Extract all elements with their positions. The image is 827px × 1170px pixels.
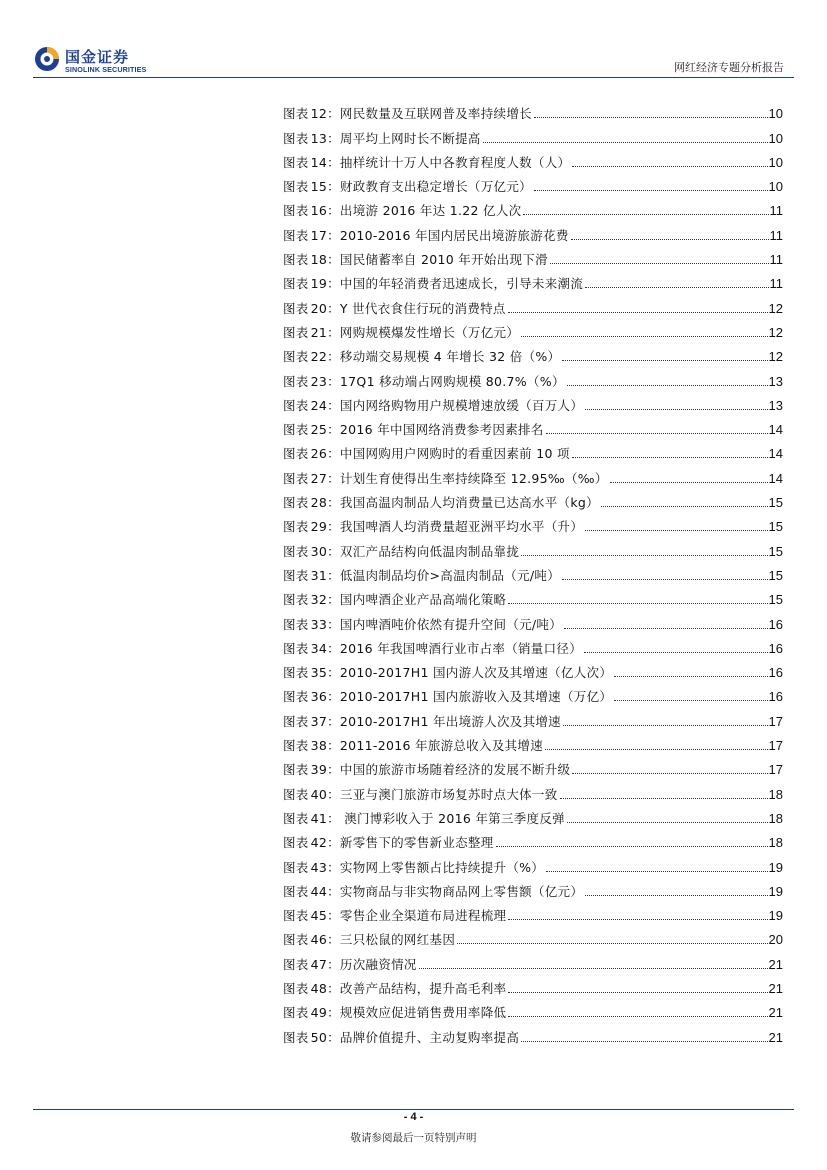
toc-dot-leader [545,749,768,750]
toc-dot-leader [550,263,769,264]
toc-entry[interactable] [283,98,783,122]
toc-entry-title: 移动端交易规模 4 年增长 32 倍（%） [339,349,561,365]
toc-entry[interactable] [283,827,783,851]
toc-entry-label [283,228,571,244]
toc-dot-leader [563,725,768,726]
toc-entry[interactable] [283,147,783,171]
toc-entry-label [283,787,560,803]
toc-entry-prefix: 图表 [283,543,309,559]
toc-entry-prefix: 图表 [283,567,309,583]
toc-dot-leader [601,506,768,507]
toc-entry-page: 13 [768,397,783,413]
toc-entry-label [283,471,610,487]
toc-entry-prefix: 图表 [283,470,309,486]
toc-entry-title: 2016 年我国啤酒行业市占率（销量口径） [339,640,583,656]
toc-dot-leader [585,287,768,288]
toc-entry-label [283,179,534,195]
toc-entry-label [283,641,584,657]
toc-entry-label [283,738,545,754]
toc-dot-leader [585,409,767,410]
toc-entry[interactable] [283,511,783,535]
toc-entry-number: 20： [310,300,340,316]
disclaimer-text: 敬请参阅最后一页特别声明 [350,1132,477,1144]
toc-entry-title: 实物商品与非实物商品网上零售额（亿元） [339,883,584,899]
toc-entry-label [283,203,523,219]
toc-entry-page: 15 [768,543,783,559]
toc-entry-label [283,349,562,365]
toc-dot-leader [508,992,767,993]
toc-dot-leader [534,190,768,191]
toc-dot-leader [614,700,767,701]
toc-entry-title: 低温肉制品均价>高温肉制品（元/吨） [339,567,561,583]
toc-entry-number: 27： [310,470,340,486]
toc-entry[interactable] [283,681,783,705]
toc-entry-prefix: 图表 [283,1005,309,1021]
toc-dot-leader [564,628,767,629]
toc-entry-number: 28： [310,495,340,511]
toc-entry-title: 中国网购用户网购时的看重因素前 10 项 [339,446,570,462]
toc-dot-leader [457,943,767,944]
toc-dot-leader [614,676,767,677]
toc-entry[interactable] [283,390,783,414]
toc-entry-prefix: 图表 [283,252,309,268]
toc-entry[interactable] [283,754,783,778]
toc-dot-leader [508,1016,767,1017]
toc-entry[interactable] [283,851,783,875]
toc-dot-leader [572,773,767,774]
toc-entry-number: 46： [310,932,340,948]
toc-entry-page: 21 [768,1029,783,1045]
toc-dot-leader [496,846,768,847]
toc-entry-label [283,714,563,730]
toc-entry-number: 32： [310,592,340,608]
toc-entry-page: 16 [768,640,783,656]
toc-dot-leader [521,555,767,556]
toc-entry-page: 18 [768,810,783,826]
toc-entry-label [283,252,550,268]
toc-entry[interactable] [283,705,783,729]
toc-entry-page: 13 [768,373,783,389]
toc-entry[interactable] [283,948,783,972]
toc-entry-number: 39： [310,762,340,778]
toc-entry-page: 12 [768,349,783,365]
toc-entry-prefix: 图表 [283,689,309,705]
toc-entry-page: 11 [769,276,783,292]
toc-entry-number: 18： [310,252,340,268]
toc-entry-title: 品牌价值提升、主动复购率提高 [339,1029,520,1045]
toc-entry-number: 17： [310,227,340,243]
toc-entry[interactable] [283,365,783,389]
toc-entry-page: 15 [768,567,783,583]
toc-entry-number: 22： [310,349,340,365]
toc-entry-number: 44： [310,883,340,899]
toc-entry-page: 11 [769,203,783,219]
toc-entry-number: 42： [310,835,340,851]
toc-entry-page: 21 [768,1005,783,1021]
toc-entry-page: 16 [768,616,783,632]
toc-entry-page: 18 [768,786,783,802]
toc-entry-title: 网购规模爆发性增长（万亿元） [339,324,520,340]
toc-entry-prefix: 图表 [283,980,309,996]
toc-dot-leader [562,579,768,580]
toc-entry-label [283,519,585,535]
toc-entry-prefix: 图表 [283,786,309,802]
toc-entry-prefix: 图表 [283,179,309,195]
toc-entry-prefix: 图表 [283,300,309,316]
toc-entry-title: 三亚与澳门旅游市场复苏时点大体一致 [339,786,558,802]
toc-entry-number: 36： [310,689,340,705]
toc-entry-page: 10 [768,106,783,122]
toc-dot-leader [483,142,768,143]
toc-entry-prefix: 图表 [283,397,309,413]
toc-entry-page: 17 [768,762,783,778]
toc-entry-page: 18 [768,835,783,851]
toc-entry-label [283,1030,521,1046]
toc-entry-prefix: 图表 [283,640,309,656]
toc-entry-title: 我国高温肉制品人均消费量已达高水平（kg） [339,495,599,511]
toc-entry-prefix: 图表 [283,495,309,511]
toc-entry-title: 17Q1 移动端占网购规模 80.7%（%） [339,373,565,389]
toc-dot-leader [546,871,767,872]
toc-entry-title: 财政教育支出稳定增长（万亿元） [339,179,532,195]
toc-entry-number: 21： [310,324,340,340]
toc-entry-label [283,665,614,681]
toc-entry-title: 国内啤酒企业产品高端化策略 [339,592,507,608]
toc-entry[interactable] [283,414,783,438]
toc-entry[interactable] [283,1021,783,1045]
toc-entry[interactable] [283,317,783,341]
toc-entry-page: 19 [768,883,783,899]
toc-entry-label [283,374,567,390]
toc-entry-prefix: 图表 [283,932,309,948]
toc-entry-prefix: 图表 [283,665,309,681]
toc-entry-number: 15： [310,179,340,195]
toc-entry[interactable] [283,608,783,632]
toc-entry-prefix: 图表 [283,713,309,729]
toc-entry-prefix: 图表 [283,227,309,243]
toc-entry-label [283,884,585,900]
toc-entry-number: 47： [310,956,340,972]
toc-entry-page: 14 [768,422,783,438]
toc-entry-page: 19 [768,859,783,875]
toc-entry-number: 33： [310,616,340,632]
toc-entry[interactable] [283,122,783,146]
toc-entry-page: 10 [768,154,783,170]
toc-entry[interactable] [283,803,783,827]
toc-entry[interactable] [283,560,783,584]
toc-entry-number: 35： [310,665,340,681]
toc-entry-title: 零售企业全渠道布局进程梳理 [339,908,507,924]
toc-entry-title: 双汇产品结构向低温肉制品靠拢 [339,543,520,559]
toc-entry-title: Y 世代衣食住行玩的消费特点 [339,300,506,316]
toc-entry-label [283,860,546,876]
toc-entry-title: 历次融资情况 [339,956,417,972]
toc-dot-leader [572,457,768,458]
toc-dot-leader [571,239,769,240]
toc-entry-title: 实物网上零售额占比持续提升（%） [339,859,545,875]
toc-dot-leader [585,895,767,896]
toc-entry-number: 30： [310,543,340,559]
toc-entry[interactable] [283,973,783,997]
toc-entry[interactable] [283,657,783,681]
header-divider [33,77,794,78]
toc-entry-page: 11 [769,227,783,243]
toc-entry-number: 40： [310,786,340,802]
toc-entry[interactable] [283,292,783,316]
toc-dot-leader [572,166,767,167]
toc-dot-leader [521,336,767,337]
figure-list [283,98,783,1046]
toc-entry[interactable] [283,997,783,1021]
toc-dot-leader [610,482,768,483]
toc-entry-number: 43： [310,859,340,875]
toc-entry[interactable] [283,633,783,657]
toc-entry-prefix: 图表 [283,738,309,754]
toc-entry-page: 14 [768,470,783,486]
toc-dot-leader [534,117,768,118]
toc-entry-title: 三只松鼠的网红基因 [339,932,456,948]
toc-entry-label [283,301,508,317]
toc-entry-number: 13： [310,130,340,146]
toc-entry-title: 2010-2017H1 国内游人次及其增速（亿人次） [339,665,613,681]
toc-entry-prefix: 图表 [283,106,309,122]
toc-entry-title: 抽样统计十万人中各教育程度人数（人） [339,154,571,170]
report-title: 网红经济专题分析报告 [674,61,784,74]
toc-dot-leader [508,603,767,604]
toc-entry-page: 21 [768,956,783,972]
toc-entry[interactable] [283,244,783,268]
toc-entry-label [283,495,601,511]
toc-dot-leader [585,530,767,531]
toc-entry[interactable] [283,195,783,219]
toc-entry-number: 38： [310,738,340,754]
toc-dot-leader [567,822,768,823]
toc-entry-prefix: 图表 [283,859,309,875]
logo-chinese-name: 国金证券 [65,48,130,66]
toc-entry-label [283,155,572,171]
page-header [0,0,827,80]
toc-entry-number: 25： [310,422,340,438]
company-logo [33,44,153,76]
logo-english-name: SINOLINK SECURITIES [65,65,147,74]
toc-entry-page: 16 [768,665,783,681]
toc-entry-label [283,398,585,414]
toc-entry-page: 16 [768,689,783,705]
toc-entry-page: 14 [768,446,783,462]
toc-entry-prefix: 图表 [283,422,309,438]
toc-entry-title: 国内网络购物用户规模增速放缓（百万人） [339,397,584,413]
toc-entry-prefix: 图表 [283,130,309,146]
toc-entry-title: 2010-2017H1 国内旅游收入及其增速（万亿） [339,689,613,705]
toc-entry-number: 48： [310,980,340,996]
toc-entry-title: 网民数量及互联网普及率持续增长 [339,106,532,122]
toc-entry-prefix: 图表 [283,908,309,924]
toc-entry-page: 10 [768,179,783,195]
toc-entry-title: 2010-2017H1 年出境游人次及其增速 [339,713,561,729]
toc-entry-title: 2016 年中国网络消费参考因素排名 [339,422,544,438]
toc-entry[interactable] [283,171,783,195]
toc-dot-leader [546,433,768,434]
toc-dot-leader [508,312,768,313]
toc-entry-title: 澳门博彩收入于 2016 年第三季度反弹 [339,810,565,826]
toc-entry-prefix: 图表 [283,203,309,219]
toc-entry[interactable] [283,341,783,365]
toc-entry-title: 2011-2016 年旅游总收入及其增速 [339,738,544,754]
toc-entry-prefix: 图表 [283,154,309,170]
toc-entry-page: 19 [768,908,783,924]
toc-entry-prefix: 图表 [283,592,309,608]
toc-dot-leader [562,360,767,361]
toc-entry-label [283,568,562,584]
toc-entry-number: 24： [310,397,340,413]
toc-entry-prefix: 图表 [283,835,309,851]
toc-entry-label [283,762,572,778]
toc-entry-title: 我国啤酒人均消费量超亚洲平均水平（升） [339,519,584,535]
toc-entry-label [283,592,508,608]
toc-entry-number: 14： [310,154,340,170]
toc-entry-title: 中国的年轻消费者迅速成长，引导未来潮流 [339,276,584,292]
toc-entry-number: 23： [310,373,340,389]
toc-entry-prefix: 图表 [283,616,309,632]
toc-entry-page: 12 [768,300,783,316]
toc-entry-number: 29： [310,519,340,535]
toc-entry-page: 21 [768,980,783,996]
toc-entry-label [283,131,483,147]
toc-entry[interactable] [283,778,783,802]
toc-entry-page: 17 [768,713,783,729]
toc-entry-number: 31： [310,567,340,583]
toc-entry[interactable] [283,876,783,900]
toc-entry-label [283,106,534,122]
toc-entry[interactable] [283,535,783,559]
toc-entry-number: 34： [310,640,340,656]
toc-entry-prefix: 图表 [283,349,309,365]
toc-entry-title: 新零售下的零售新业态整理 [339,835,494,851]
toc-dot-leader [521,1041,767,1042]
toc-entry-prefix: 图表 [283,373,309,389]
toc-entry[interactable] [283,268,783,292]
toc-entry-label [283,276,585,292]
toc-entry-title: 计划生育使得出生率持续降至 12.95‰（‰） [339,470,608,486]
toc-entry[interactable] [283,900,783,924]
toc-entry[interactable] [283,487,783,511]
toc-entry-number: 37： [310,713,340,729]
toc-entry[interactable] [283,584,783,608]
toc-entry-prefix: 图表 [283,446,309,462]
toc-entry[interactable] [283,924,783,948]
toc-entry-label [283,811,567,827]
toc-entry-page: 15 [768,519,783,535]
toc-entry-title: 2010-2016 年国内居民出境游旅游花费 [339,227,569,243]
toc-entry[interactable] [283,219,783,243]
toc-entry-prefix: 图表 [283,762,309,778]
toc-entry-number: 19： [310,276,340,292]
toc-dot-leader [508,919,767,920]
toc-entry-label [283,689,614,705]
toc-entry-number: 45： [310,908,340,924]
toc-dot-leader [523,214,768,215]
toc-entry-prefix: 图表 [283,276,309,292]
toc-entry-page: 11 [769,252,783,268]
toc-entry-title: 改善产品结构，提升高毛利率 [339,980,507,996]
toc-entry-prefix: 图表 [283,810,309,826]
toc-entry-label [283,544,521,560]
toc-entry-label [283,446,572,462]
toc-entry-page: 20 [768,932,783,948]
toc-entry-page: 12 [768,324,783,340]
page-number: - 4 - [403,1111,424,1123]
toc-entry[interactable] [283,438,783,462]
toc-entry-prefix: 图表 [283,519,309,535]
toc-dot-leader [567,385,768,386]
toc-entry-label [283,981,508,997]
toc-entry-title: 国民储蓄率自 2010 年开始出现下滑 [339,252,548,268]
toc-entry-prefix: 图表 [283,324,309,340]
toc-entry-prefix: 图表 [283,883,309,899]
toc-entry[interactable] [283,462,783,486]
toc-entry-number: 26： [310,446,340,462]
toc-entry-title: 出境游 2016 年达 1.22 亿人次 [339,203,522,219]
toc-entry-label [283,617,564,633]
toc-entry-label [283,1005,508,1021]
toc-entry-label [283,957,419,973]
sinolink-logo-icon [33,44,63,74]
toc-entry-prefix: 图表 [283,1029,309,1045]
toc-entry-label [283,908,508,924]
toc-entry-title: 规模效应促进销售费用率降低 [339,1005,507,1021]
toc-entry-label [283,422,546,438]
toc-entry-prefix: 图表 [283,956,309,972]
toc-entry-number: 16： [310,203,340,219]
toc-entry-label [283,325,521,341]
toc-entry-number: 49： [310,1005,340,1021]
toc-entry-page: 17 [768,738,783,754]
toc-entry-number: 12： [310,106,340,122]
toc-entry-number: 50： [310,1029,340,1045]
toc-dot-leader [419,968,768,969]
toc-entry-label [283,932,457,948]
toc-entry-label [283,835,496,851]
toc-entry[interactable] [283,730,783,754]
toc-entry-page: 15 [768,495,783,511]
toc-entry-title: 周平均上网时长不断提高 [339,130,481,146]
toc-entry-number: 41： [310,810,340,826]
toc-dot-leader [560,798,768,799]
toc-entry-page: 15 [768,592,783,608]
toc-entry-title: 国内啤酒吨价依然有提升空间（元/吨） [339,616,563,632]
toc-entry-title: 中国的旅游市场随着经济的发展不断升级 [339,762,571,778]
footer-divider [33,1109,794,1110]
toc-dot-leader [584,652,768,653]
toc-entry-page: 10 [768,130,783,146]
